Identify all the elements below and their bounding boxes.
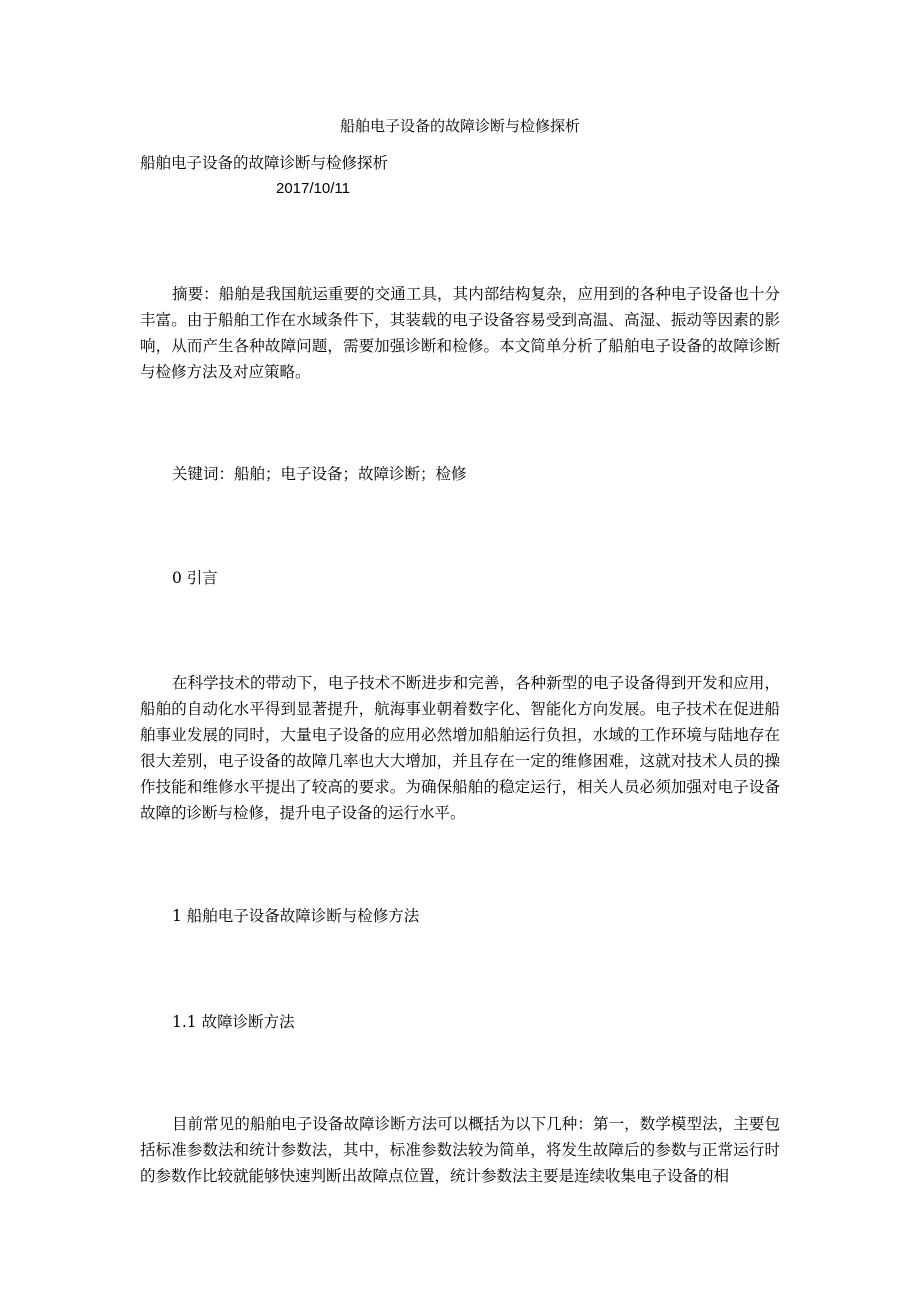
document-subtitle: 船舶电子设备的故障诊断与检修探析 bbox=[140, 154, 389, 172]
keywords-line: 关键词：船舶；电子设备；故障诊断；检修 bbox=[172, 465, 467, 483]
section-heading-1: 1 船舶电子设备故障诊断与检修方法 bbox=[172, 907, 420, 925]
section-heading-intro: 0 引言 bbox=[172, 569, 218, 587]
intro-paragraph: 在科学技术的带动下，电子技术不断进步和完善，各种新型的电子设备得到开发和应用，船舶的自动化水平得到显著提升，航海事业朝着数字化、智能化方向发展。电子技术在促进船舶事业发展的同时，大量电子设备的应用必然增加船舶运行负担，水域的工作环境与陆地存在很大差别，电子设备的故障几率也大大增加，并且存在一定的维修困难，这就对技术人员的操作技能和维修水平提出了较高的要求。为确保船舶的稳定运行，相关人员必须加强对电子设备故障的诊断与检修，提升电子设备的运行水平。 bbox=[140, 674, 780, 822]
document-date: 2017/10/11 bbox=[276, 180, 350, 197]
abstract-paragraph: 摘要：船舶是我国航运重要的交通工具，其内部结构复杂，应用到的各种电子设备也十分丰富。由于船舶工作在水域条件下，其装载的电子设备容易受到高温、高湿、振动等因素的影响，从而产生各种故障问题，需要加强诊断和检修。本文简单分析了船舶电子设备的故障诊断与检修方法及对应策略。 bbox=[140, 285, 780, 381]
section-heading-1-1: 1.1 故障诊断方法 bbox=[172, 1013, 295, 1031]
section-1-1-paragraph: 目前常见的船舶电子设备故障诊断方法可以概括为以下几种：第一，数学模型法，主要包括标准参数法和统计参数法，其中，标准参数法较为简单，将发生故障后的参数与正常运行时的参数作比较就能够快速判断出故障点位置，统计参数法主要是连续收集电子设备的相 bbox=[140, 1115, 780, 1185]
document-title: 船舶电子设备的故障诊断与检修探析 bbox=[339, 117, 580, 135]
